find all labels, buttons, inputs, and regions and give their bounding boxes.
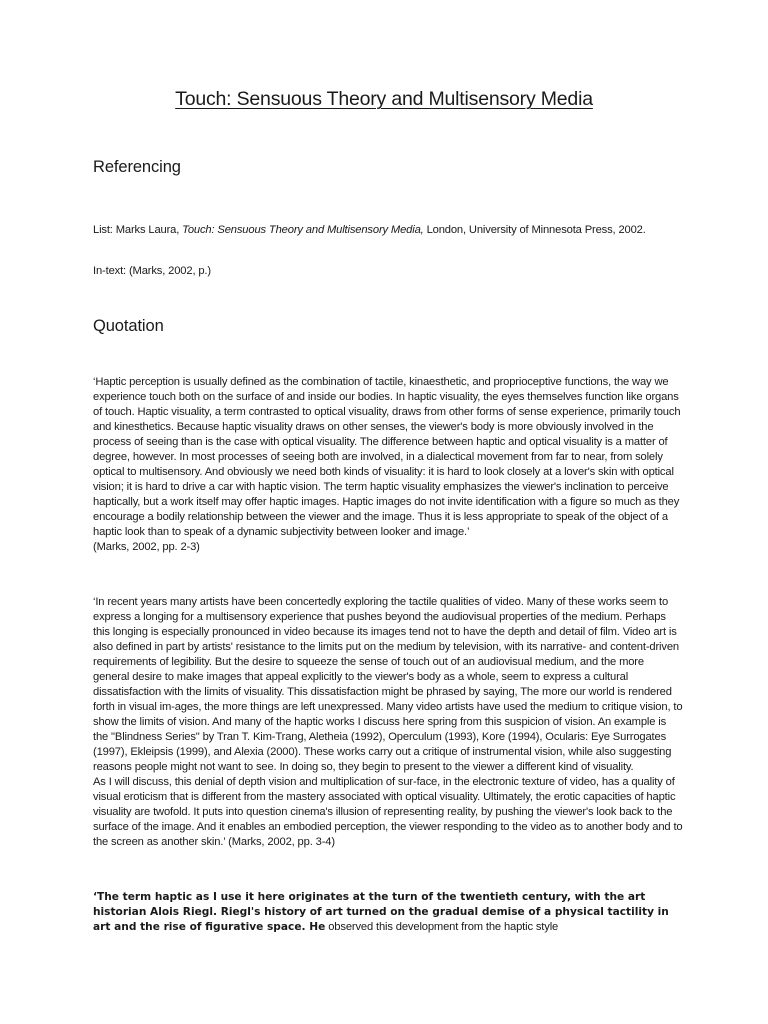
in-text-citation: In-text: (Marks, 2002, p.) <box>93 265 211 277</box>
quotation-2-text-part-1: ‘In recent years many artists have been concertedly exploring the tactile qualities of video. Many of these works seem to express a longing for a multisensory experience that pushes beyond the audiovisual properties of the medium. Perhaps this longing is especially pronounced in video because its images tend not to have the depth and detail of film. Video art is also defined in part by artists' resistance to the limits put on the medium by television, with its narrative- and content-driven requirements of legibility. But the desire to squeeze the sense of touch out of an audiovisual medium, and the more general desire to make images that appeal explicitly to the viewer's body as a whole, seem to express a cultural dissatisfaction with the limits of visuality. This dissatisfaction might be phrased by saying, The more our world is rendered forth in visual im-ages, the more things are left unexpressed. Many video artists have used the medium to critique vision, to show the limits of vision. And many of the haptic works I discuss here spring from this suspicion of vision. An example is the "Blindness Series" by Tran T. Kim-Trang, Aletheia (1992), Operculum (1993), Kore (1994), Ocularis: Eye Surrogates (1997), Ekleipsis (1999), and Alexia (2000). These works carry out a critique of instrumental vision, while also suggesting reasons people might not want to see. In doing so, they begin to present to the viewer a different kind of visuality. <box>93 596 683 773</box>
quotation-3-bold-text: ‘The term haptic as I use it here originates at the turn of the twentieth century, with the art historian Alois Riegl. Riegl's history of art turned on the gradual demise of a physical tactility in art and the rise of figurative space. He <box>93 891 669 933</box>
quotation-paragraph-3 <box>93 890 683 935</box>
quotation-paragraph-1 <box>93 375 683 555</box>
reference-book-title: Touch: Sensuous Theory and Multisensory Media, <box>182 224 424 236</box>
reference-list-entry <box>93 223 683 238</box>
document-title: Touch: Sensuous Theory and Multisensory Media <box>175 88 593 110</box>
quotation-1-text: ‘Haptic perception is usually defined as the combination of tactile, kinaesthetic, and proprioceptive functions, the way we experience touch both on the surface of and inside our bodies. In haptic visuality, the eyes themselves function like organs of touch. Haptic visuality, a term contrasted to optical visuality, draws from other forms of sense experience, primarily touch and kinesthetics. Because haptic visuality draws on other senses, the viewer's body is more obviously involved in the process of seeing than is the case with optical visuality. The difference between haptic and optical visuality is a matter of degree, however. In most processes of seeing both are involved, in a dialectical movement from far to near, from solely optical to multisensory. And obviously we need both kinds of visuality: it is hard to look closely at a lover's skin with optical vision; it is hard to drive a car with haptic vision. The term haptic visuality emphasizes the viewer's inclination to perceive haptically, but a work itself may offer haptic images. Haptic images do not invite identification with a figure so much as they encourage a bodily relationship between the viewer and the image. Thus it is less appropriate to speak of the object of a haptic look than to speak of a dynamic subjectivity between looker and image.’ <box>93 376 681 538</box>
reference-list-prefix: List: Marks Laura, <box>93 224 183 236</box>
referencing-heading: Referencing <box>93 158 181 176</box>
quotation-heading: Quotation <box>93 317 164 335</box>
quotation-3-plain-text: observed this development from the haptic style <box>325 921 559 933</box>
quotation-2-text-part-2: As I will discuss, this denial of depth vision and multiplication of sur-face, in the electronic texture of video, has a quality of visual eroticism that is different from the mastery associated with optical visuality. Ultimately, the erotic capacities of haptic visuality are twofold. It puts into question cinema's illusion of representing reality, by pushing the viewer's look back to the surface of the image. And it enables an embodied perception, the viewer responding to the video as to another body and to the screen as another skin.’ (Marks, 2002, pp. 3-4) <box>93 776 683 848</box>
reference-list-suffix: London, University of Minnesota Press, 2002. <box>423 224 646 236</box>
quotation-1-citation: (Marks, 2002, pp. 2-3) <box>93 541 200 553</box>
quotation-paragraph-2 <box>93 595 683 850</box>
